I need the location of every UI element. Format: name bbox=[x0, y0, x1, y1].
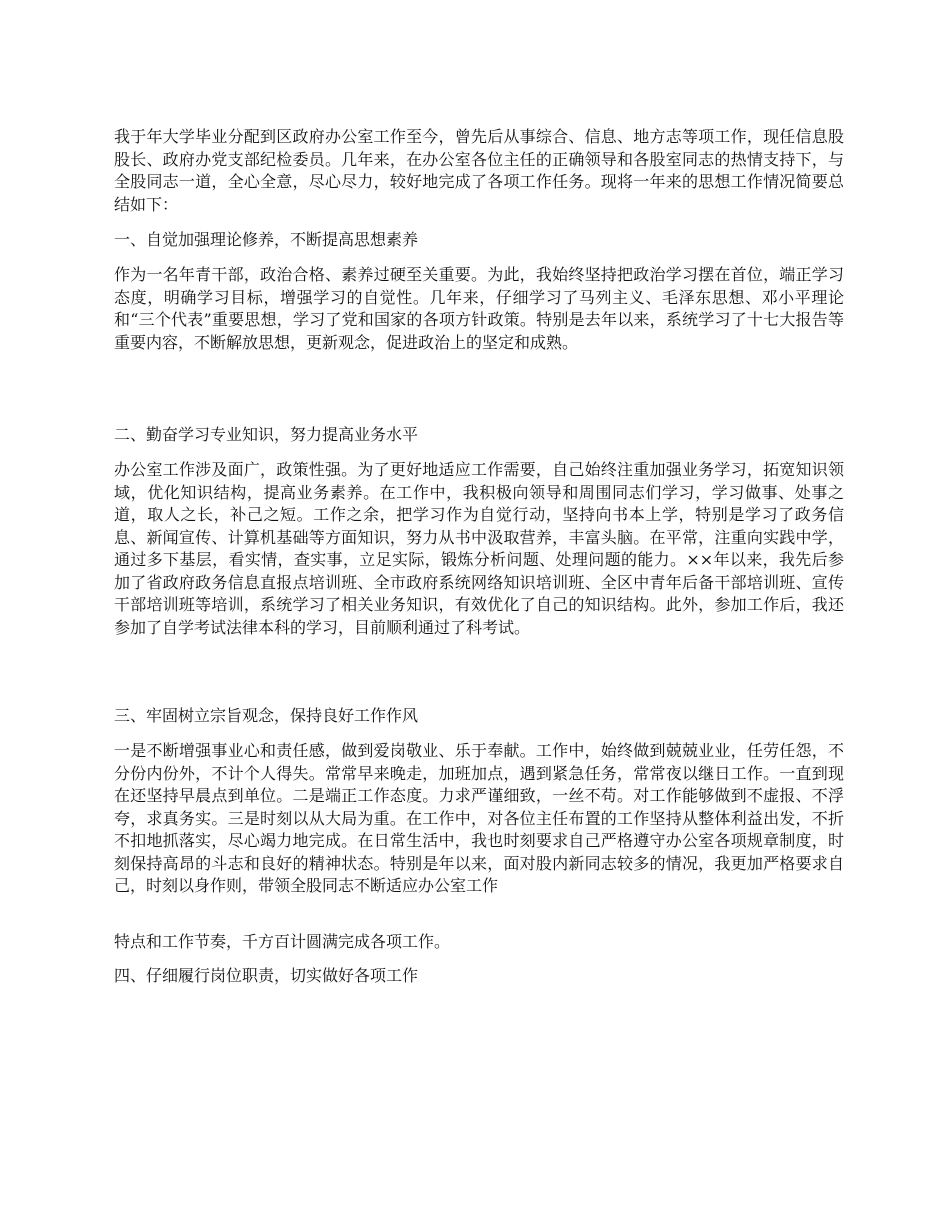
section-2-paragraph: 办公室工作涉及面广，政策性强。为了更好地适应工作需要，自己始终注重加强业务学习，拓宽知识领域，优化知识结构，提高业务素养。在工作中，我积极向领导和周围同志们学习，学习做事、处事之道，取人之长，补己之短。工作之余，把学习作为自觉行动，坚持向书本上学，特别是学习了政务信息、新闻宣传、计算机基础等方面知识，努力从书中汲取营养，丰富头脑。在平常，注重向实践中学，通过多下基层，看实情，查实事，立足实际，锻炼分析问题、处理问题的能力。××年以来，我先后参加了省政府政务信息直报点培训班、全市政府系统网络知识培训班、全区中青年后备干部培训班、宣传干部培训班等培训，系统学习了相关业务知识，有效优化了自己的知识结构。此外，参加工作后，我还参加了自学考试法律本科的学习，目前顺利通过了科考试。 bbox=[114, 460, 844, 637]
section-heading-2: 二、勤奋学习专业知识，努力提高业务水平 bbox=[114, 425, 419, 444]
section-heading-3: 三、牢固树立宗旨观念，保持良好工作作风 bbox=[114, 706, 419, 725]
section-3-paragraph: 一是不断增强事业心和责任感，做到爱岗敬业、乐于奉献。工作中，始终做到兢兢业业，任劳任怨，不分份内份外，不计个人得失。常常早来晚走，加班加点，遇到紧急任务，常常夜以继日工作。一直到现在还坚持早晨点到单位。二是端正工作态度。力求严谨细致，一丝不苟。对工作能够做到不虚报、不浮夸，求真务实。三是时刻以从大局为重。在工作中，对各位主任布置的工作坚持从整体利益出发，不折不扣地抓落实，尽心竭力地完成。在日常生活中，我也时刻要求自己严格遵守办公室各项规章制度，时刻保持高昂的斗志和良好的精神状态。特别是年以来，面对股内新同志较多的情况，我更加严格要求自己，时刻以身作则，带领全股同志不断适应办公室工作 bbox=[114, 741, 844, 895]
section-heading-1: 一、自觉加强理论修养，不断提高思想素养 bbox=[114, 230, 419, 249]
section-1-paragraph: 作为一名年青干部，政治合格、素养过硬至关重要。为此，我始终坚持把政治学习摆在首位，端正学习态度，明确学习目标，增强学习的自觉性。几年来，仔细学习了马列主义、毛泽东思想、邓小平理论和“三个代表”重要思想，学习了党和国家的各项方针政策。特别是去年以来，系统学习了十七大报告等重要内容，不断解放思想，更新观念，促进政治上的坚定和成熟。 bbox=[114, 265, 844, 352]
section-3-continuation-paragraph: 特点和工作节奏，千方百计圆满完成各项工作。 bbox=[114, 932, 451, 951]
intro-paragraph: 我于年大学毕业分配到区政府办公室工作至今，曾先后从事综合、信息、地方志等项工作，现任信息股股长、政府办党支部纪检委员。几年来，在办公室各位主任的正确领导和各股室同志的热情支持下，与全股同志一道，全心全意，尽心尽力，较好地完成了各项工作任务。现将一年来的思想工作情况简要总结如下： bbox=[114, 127, 844, 214]
section-heading-4: 四、仔细履行岗位职责，切实做好各项工作 bbox=[114, 966, 419, 985]
